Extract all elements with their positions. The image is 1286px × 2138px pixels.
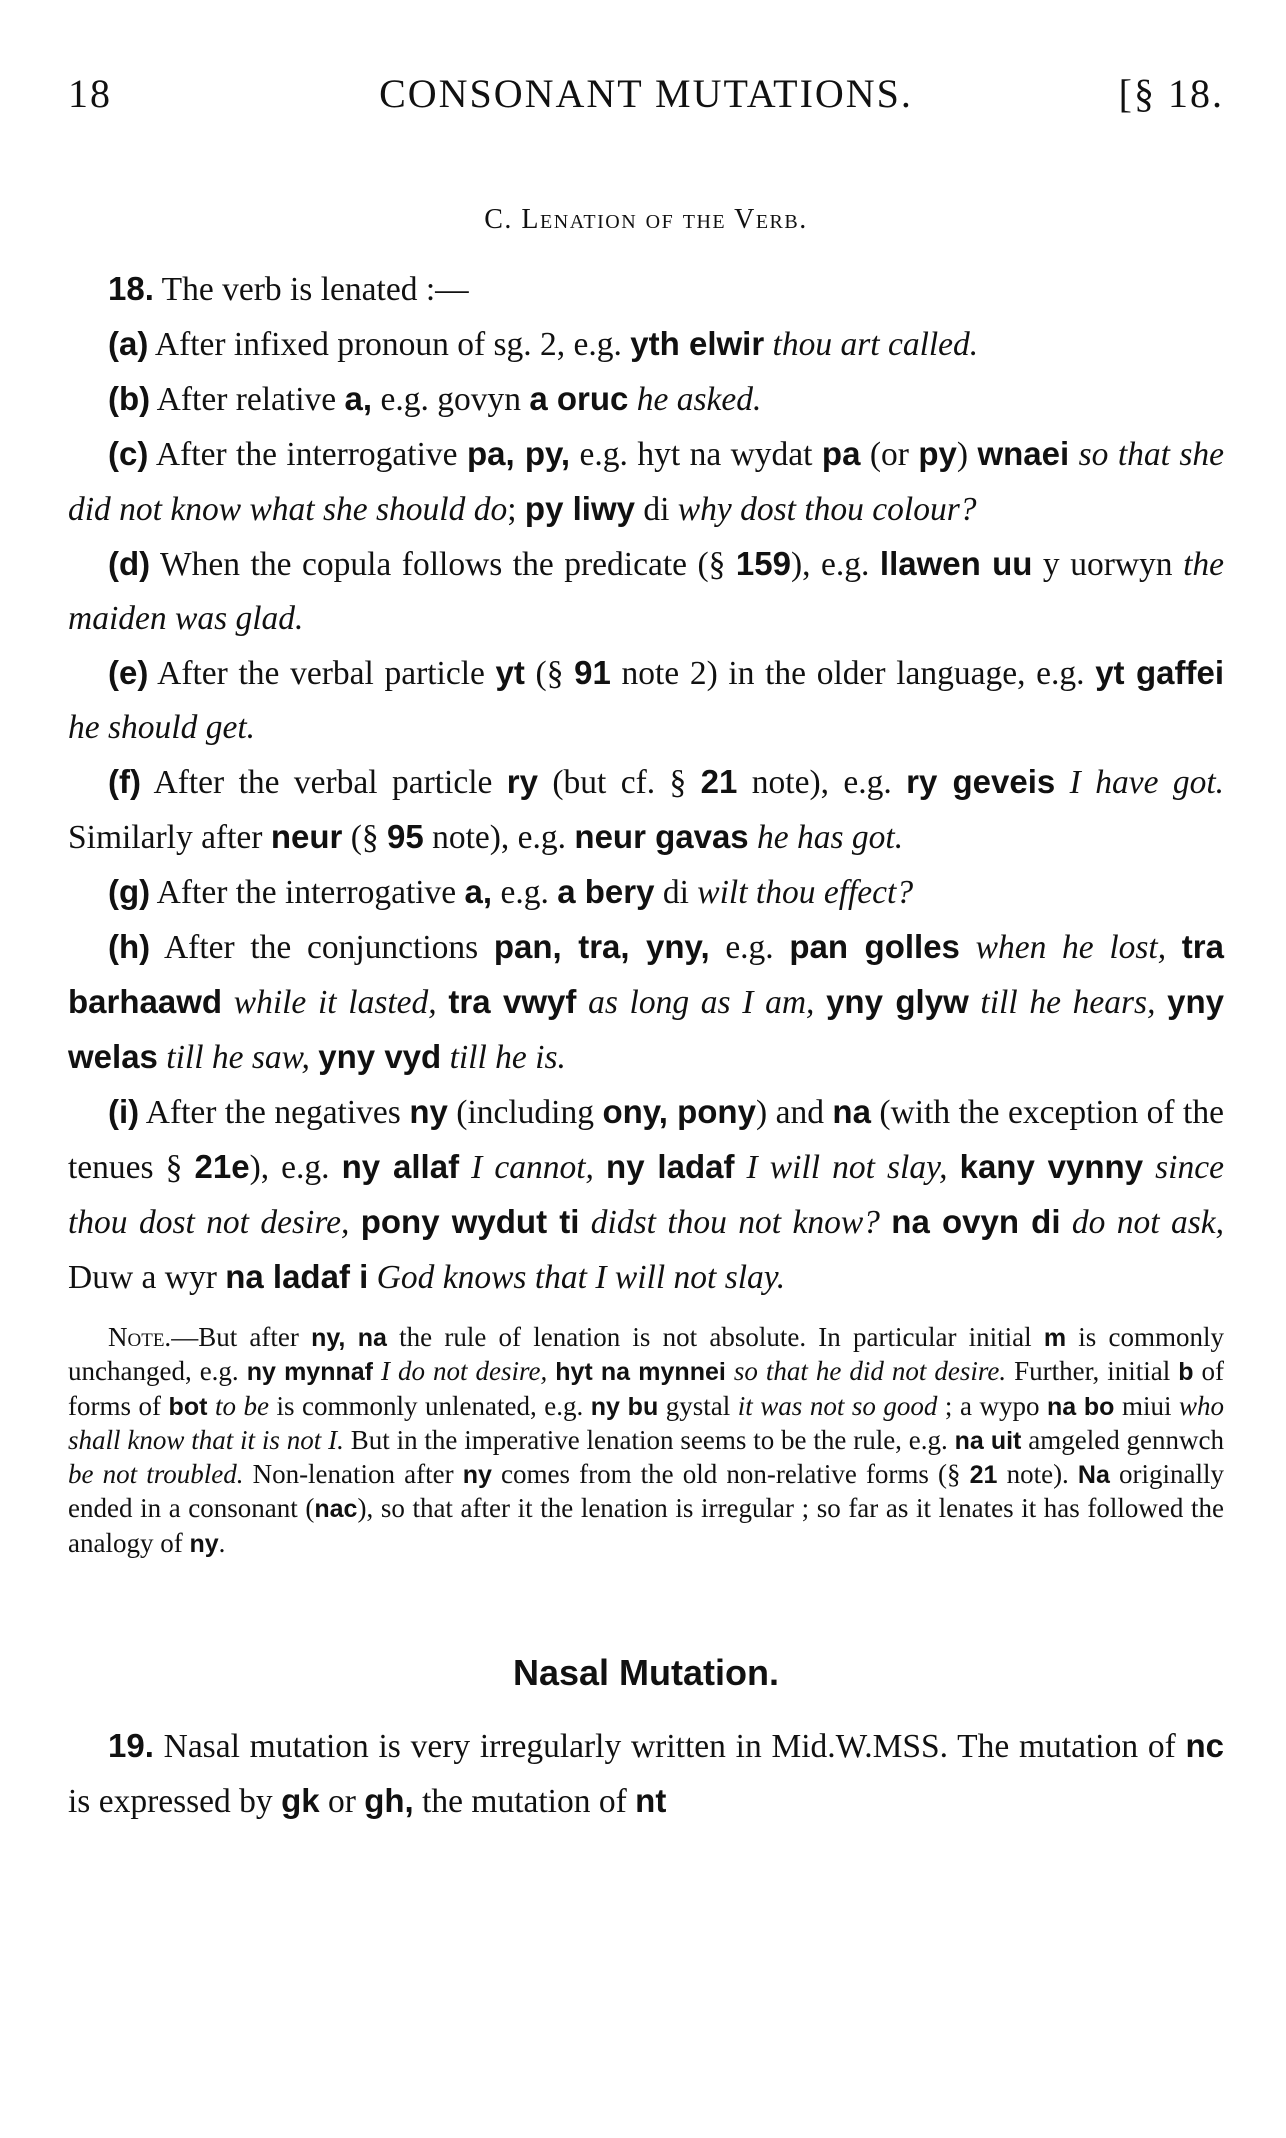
welsh-example: ny, na bbox=[311, 1324, 387, 1352]
paragraph-19 bbox=[68, 1719, 1224, 1829]
note-paragraph bbox=[68, 1321, 1224, 1561]
welsh-example: py bbox=[918, 435, 957, 472]
welsh-example: ny mynnaf bbox=[246, 1358, 373, 1387]
welsh-example: (a) bbox=[108, 325, 149, 362]
welsh-example: (f) bbox=[108, 763, 141, 800]
welsh-example: Na bbox=[1077, 1461, 1110, 1490]
welsh-example: pa, py, bbox=[466, 435, 571, 472]
text-run: e.g. govyn bbox=[372, 381, 530, 418]
translation: I will not slay, bbox=[734, 1149, 960, 1186]
text-run: note). bbox=[997, 1459, 1078, 1490]
text-run: is commonly unchanged, e.g. bbox=[68, 1322, 1224, 1387]
text-run: Nasal mutation is very irregularly written in Mid.W.MSS. The mutation of bbox=[153, 1728, 1186, 1766]
welsh-example: tra barhaawd bbox=[68, 928, 1224, 1020]
welsh-example: yt gaffei bbox=[1095, 654, 1224, 691]
text-run: (including bbox=[447, 1094, 603, 1131]
welsh-example: yth elwir bbox=[630, 325, 765, 362]
welsh-example: 21e bbox=[194, 1148, 250, 1185]
paragraph bbox=[68, 646, 1224, 755]
welsh-example: a, bbox=[464, 873, 493, 910]
translation: till he is. bbox=[441, 1039, 566, 1076]
welsh-example: (d) bbox=[108, 545, 151, 582]
translation: when he lost, bbox=[959, 929, 1182, 966]
paragraph bbox=[68, 427, 1224, 537]
translation: he should get. bbox=[68, 709, 256, 746]
welsh-example: ny allaf bbox=[341, 1148, 460, 1185]
paragraph bbox=[68, 317, 1224, 372]
translation: it was not so good bbox=[737, 1390, 938, 1421]
running-header bbox=[68, 70, 1224, 118]
text-run: note 2) in the older language, e.g. bbox=[610, 655, 1096, 692]
translation: do not ask, bbox=[1060, 1204, 1224, 1241]
text-run: is commonly unlenated, e.g. bbox=[268, 1390, 591, 1421]
welsh-example: 18. bbox=[108, 270, 154, 307]
text-run: amgeled gennwch bbox=[1021, 1424, 1225, 1455]
text-run: (with the exception of the tenues § bbox=[68, 1094, 1224, 1186]
text-run: note), e.g. bbox=[423, 819, 575, 856]
welsh-example: ny bu bbox=[590, 1392, 659, 1421]
text-run: di bbox=[634, 491, 678, 528]
text-run: miui bbox=[1114, 1390, 1179, 1421]
text-run: the rule of lenation is not absolute. In particular initial bbox=[386, 1322, 1044, 1352]
welsh-example: pan, tra, yny, bbox=[493, 928, 710, 965]
welsh-example: 19. bbox=[108, 1727, 154, 1765]
welsh-example: (h) bbox=[108, 928, 151, 965]
text-run: But in the imperative lenation seems to be the rule, e.g. bbox=[343, 1424, 955, 1455]
text-run: Note. bbox=[108, 1322, 172, 1352]
translation: he asked. bbox=[628, 381, 762, 418]
translation: who shall know that it is not I. bbox=[68, 1390, 1225, 1455]
text-run: is expressed by bbox=[68, 1783, 282, 1821]
note-block bbox=[68, 1321, 1224, 1561]
welsh-example: yny glyw bbox=[826, 983, 969, 1020]
section-reference: [§ 18. bbox=[1118, 71, 1224, 116]
welsh-example: m bbox=[1043, 1324, 1067, 1352]
welsh-example: neur bbox=[270, 818, 343, 855]
translation: he has got. bbox=[748, 819, 904, 856]
text-run: e.g. bbox=[709, 929, 790, 966]
translation: I have got. bbox=[1055, 764, 1225, 801]
translation: the maiden was glad. bbox=[68, 546, 1224, 637]
translation: as long as I am, bbox=[576, 984, 827, 1021]
welsh-example: 159 bbox=[735, 545, 791, 582]
welsh-example: b bbox=[1178, 1358, 1194, 1387]
welsh-example: yt bbox=[495, 654, 525, 691]
translation: while it lasted, bbox=[222, 984, 449, 1021]
welsh-example: tra vwyf bbox=[448, 983, 577, 1020]
text-run: comes from the old non-relative forms (§ bbox=[491, 1459, 970, 1490]
text-run: After the interrogative bbox=[148, 436, 467, 473]
welsh-example: 21 bbox=[969, 1461, 998, 1490]
text-run: y uorwyn bbox=[1032, 546, 1184, 583]
translation: I do not desire, bbox=[372, 1356, 556, 1387]
text-run: The verb is lenated :— bbox=[153, 271, 469, 308]
text-run: ) bbox=[956, 436, 978, 473]
paragraph bbox=[68, 262, 1224, 317]
welsh-example: kany vynny bbox=[959, 1148, 1144, 1185]
welsh-example: na uit bbox=[954, 1426, 1022, 1455]
translation: to be bbox=[207, 1390, 269, 1421]
welsh-example: (b) bbox=[108, 380, 151, 417]
welsh-example: na ladaf i bbox=[225, 1258, 369, 1295]
welsh-example: pan golles bbox=[789, 928, 960, 965]
welsh-example: ny bbox=[409, 1093, 448, 1130]
text-run: (§ bbox=[524, 655, 575, 692]
translation: be not troubled. bbox=[68, 1459, 244, 1490]
welsh-example: pa bbox=[821, 435, 861, 472]
text-run: ), so that after it the lenation is irregular ; so far as it lenates it has followed the analogy of bbox=[68, 1493, 1224, 1558]
welsh-example: (c) bbox=[108, 435, 149, 472]
text-run: When the copula follows the predicate (§ bbox=[150, 546, 736, 583]
welsh-example: (g) bbox=[108, 873, 151, 910]
welsh-example: yny vyd bbox=[318, 1038, 442, 1075]
text-run: Duw a wyr bbox=[68, 1259, 226, 1296]
page-body bbox=[68, 198, 1224, 1829]
text-run: originally ended in a consonant ( bbox=[68, 1459, 1224, 1524]
translation: wilt thou effect? bbox=[697, 874, 914, 911]
text-run: . bbox=[218, 1527, 226, 1558]
welsh-example: a, bbox=[344, 380, 373, 417]
translation: so that she did not know what she should do bbox=[68, 436, 1225, 528]
paragraph bbox=[68, 865, 1224, 920]
paragraph bbox=[68, 372, 1224, 427]
welsh-example: ny bbox=[189, 1529, 219, 1558]
welsh-example: a oruc bbox=[529, 380, 629, 417]
translation: didst thou not know? bbox=[579, 1204, 892, 1241]
paragraph bbox=[68, 537, 1224, 646]
welsh-example: na bo bbox=[1047, 1392, 1115, 1421]
text-run: —But after bbox=[171, 1322, 312, 1352]
page-number: 18 bbox=[68, 71, 112, 116]
text-run: After the verbal particle bbox=[148, 655, 496, 692]
welsh-example: hyt na mynnei bbox=[555, 1358, 726, 1387]
welsh-example: wnaei bbox=[977, 435, 1070, 472]
text-run: After the verbal particle bbox=[140, 764, 507, 801]
translation: God knows that I will not slay. bbox=[368, 1259, 786, 1296]
text-run: of forms of bbox=[68, 1356, 1225, 1421]
welsh-example: nt bbox=[635, 1782, 667, 1820]
paragraph bbox=[68, 920, 1224, 1085]
welsh-example: 21 bbox=[700, 763, 738, 800]
text-run: Similarly after bbox=[68, 819, 271, 856]
text-run: (or bbox=[860, 436, 919, 473]
welsh-example: bot bbox=[168, 1392, 208, 1421]
translation: till he hears, bbox=[968, 984, 1168, 1021]
translation: since thou dost not desire, bbox=[68, 1149, 1224, 1241]
welsh-example: ony, pony bbox=[602, 1093, 756, 1130]
welsh-example: gh, bbox=[364, 1782, 414, 1820]
text-run: e.g. bbox=[492, 874, 558, 911]
text-run: di bbox=[654, 874, 698, 911]
text-run: ) and bbox=[755, 1094, 833, 1131]
text-run: or bbox=[319, 1783, 365, 1821]
section-heading: C. Lenation of the Verb. bbox=[484, 204, 808, 235]
welsh-example: nac bbox=[314, 1495, 358, 1524]
welsh-example: nc bbox=[1185, 1727, 1224, 1765]
welsh-example: na bbox=[832, 1093, 871, 1130]
text-run: After the interrogative bbox=[150, 874, 465, 911]
welsh-example: 91 bbox=[574, 654, 611, 691]
text-run: After relative bbox=[150, 381, 345, 418]
text-run: ; a wypo bbox=[937, 1390, 1047, 1421]
welsh-example: 95 bbox=[386, 818, 424, 855]
text-run: gystal bbox=[658, 1390, 738, 1421]
welsh-example: llawen uu bbox=[879, 545, 1033, 582]
nasal-mutation-heading: Nasal Mutation. bbox=[512, 1652, 780, 1694]
translation: I cannot, bbox=[459, 1149, 607, 1186]
translation: so that he did not desire. bbox=[725, 1356, 1007, 1387]
text-run: (but cf. § bbox=[538, 764, 701, 801]
translation: till he saw, bbox=[157, 1039, 319, 1076]
welsh-example: ny ladaf bbox=[606, 1148, 735, 1185]
text-run: (§ bbox=[342, 819, 387, 856]
welsh-example: pony wydut ti bbox=[360, 1203, 580, 1240]
text-run: ), e.g. bbox=[249, 1149, 342, 1186]
lenation-paragraphs bbox=[68, 262, 1224, 1305]
translation: why dost thou colour? bbox=[677, 491, 977, 528]
text-run: Non-lenation after bbox=[243, 1459, 463, 1490]
paragraph bbox=[68, 1085, 1224, 1305]
text-run: the mutation of bbox=[413, 1783, 636, 1821]
welsh-example: na ovyn di bbox=[891, 1203, 1061, 1240]
text-run: After infixed pronoun of sg. 2, e.g. bbox=[148, 326, 631, 363]
text-run: ; bbox=[507, 491, 525, 528]
welsh-example: (e) bbox=[108, 654, 149, 691]
welsh-example: gk bbox=[281, 1782, 320, 1820]
translation: thou art called. bbox=[764, 326, 979, 363]
text-run: After the negatives bbox=[139, 1094, 410, 1131]
welsh-example: ry geveis bbox=[906, 763, 1056, 800]
text-run: ), e.g. bbox=[790, 546, 880, 583]
welsh-example: yny welas bbox=[68, 983, 1225, 1075]
paragraph bbox=[68, 1719, 1224, 1829]
welsh-example: py liwy bbox=[524, 490, 635, 527]
text-run: After the conjunctions bbox=[150, 929, 494, 966]
text-run: e.g. hyt na wydat bbox=[570, 436, 822, 473]
welsh-example: ny bbox=[462, 1461, 492, 1490]
text-run: note), e.g. bbox=[737, 764, 907, 801]
welsh-example: a bery bbox=[557, 873, 655, 910]
paragraph bbox=[68, 755, 1224, 865]
welsh-example: neur gavas bbox=[574, 818, 749, 855]
running-title: CONSONANT MUTATIONS. bbox=[379, 71, 913, 116]
welsh-example: (i) bbox=[108, 1093, 140, 1130]
text-run: Further, initial bbox=[1006, 1356, 1179, 1387]
welsh-example: ry bbox=[506, 763, 538, 800]
